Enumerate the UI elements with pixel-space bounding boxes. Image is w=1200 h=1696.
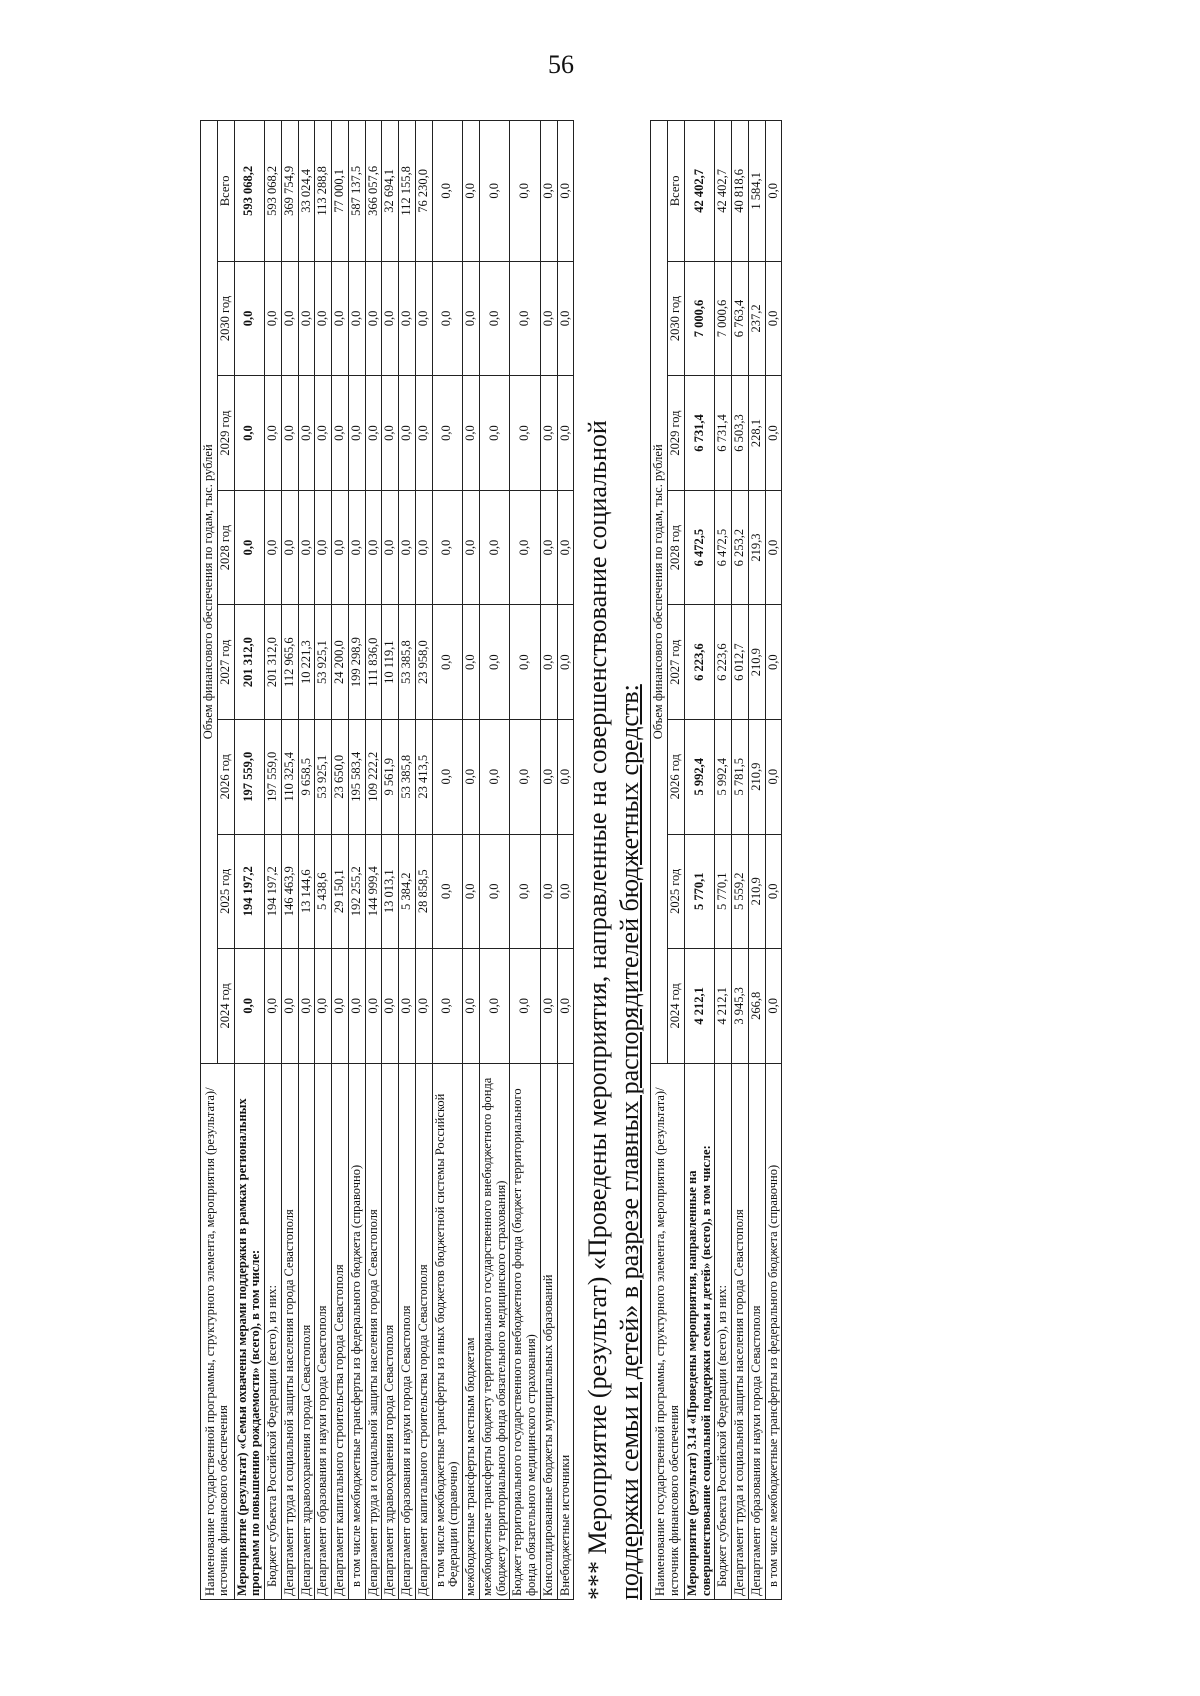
table-cell: 5 438,6: [315, 834, 332, 949]
table-cell: 0,0: [463, 490, 480, 605]
row-label: Бюджет территориального государственного внебюджетного фонда (бюджет территориального фонда обязательного медицинского страхования): [510, 1063, 541, 1599]
table-cell: 237,2: [748, 261, 765, 376]
table-cell: 6 223,6: [715, 605, 732, 720]
table-cell: 0,0: [332, 376, 349, 491]
table-cell: 0,0: [382, 261, 399, 376]
table-cell: 13 013,1: [382, 834, 399, 949]
column-header: 2027 год: [668, 605, 685, 720]
table-cell: 0,0: [265, 376, 282, 491]
table-cell: 0,0: [510, 949, 541, 1064]
row-label: Департамент образования и науки города Севастополя: [399, 1063, 416, 1599]
table-cell: 0,0: [315, 376, 332, 491]
table-cell: 53 385,8: [399, 605, 416, 720]
table-cell: 0,0: [332, 490, 349, 605]
row-label: Департамент здравоохранения города Севастополя: [382, 1063, 399, 1599]
row-label: Департамент труда и социальной защиты населения города Севастополя: [732, 1063, 749, 1599]
table-cell: 0,0: [463, 121, 480, 262]
table-cell: 0,0: [234, 376, 265, 491]
table-row: [748, 121, 765, 1600]
table-cell: 0,0: [348, 261, 365, 376]
table-row: [415, 121, 432, 1600]
table-cell: 53 925,1: [315, 605, 332, 720]
table-row: [432, 121, 463, 1600]
table-cell: 0,0: [415, 490, 432, 605]
table-cell: 0,0: [765, 490, 782, 605]
table-row: [557, 121, 574, 1600]
table-cell: 0,0: [557, 949, 574, 1064]
table-cell: 0,0: [557, 121, 574, 262]
table-cell: 0,0: [432, 605, 463, 720]
table-cell: 0,0: [510, 376, 541, 491]
section-heading-line-2: поддержки семьи и детей» в разрезе главных распорядителей бюджетных средств:: [615, 684, 645, 1600]
table-cell: 5 992,4: [684, 719, 715, 834]
table-cell: 0,0: [432, 834, 463, 949]
row-label: Департамент труда и социальной защиты населения города Севастополя: [365, 1063, 382, 1599]
table-cell: 29 150,1: [332, 834, 349, 949]
table-cell: 210,9: [748, 605, 765, 720]
row-label: в том числе межбюджетные трансферты из иных бюджетов бюджетной системы Российской Федерации (справочно): [432, 1063, 463, 1599]
table1-header-name: Наименование государственной программы, структурного элемента, мероприятия (результата)/источник финансового обеспечения: [201, 1063, 235, 1599]
table-cell: 0,0: [557, 490, 574, 605]
table1-header-group: Объем финансового обеспечения по годам, тыс. рублей: [201, 121, 218, 1064]
table-cell: 0,0: [298, 376, 315, 491]
table-row: [463, 121, 480, 1600]
table-cell: 110 325,4: [281, 719, 298, 834]
table-row: [540, 121, 557, 1600]
table-cell: 0,0: [348, 376, 365, 491]
table-cell: 5 559,2: [732, 834, 749, 949]
table-cell: 192 255,2: [348, 834, 365, 949]
financing-table-2: [650, 120, 782, 1600]
row-label: межбюджетные трансферты бюджету территориального государственного внебюджетного фонда (бюджету территориального фонда обязательного медицинского страхования): [479, 1063, 510, 1599]
table-cell: 10 221,3: [298, 605, 315, 720]
table-cell: 6 503,3: [732, 376, 749, 491]
table-cell: 0,0: [415, 949, 432, 1064]
table-cell: 366 057,6: [365, 121, 382, 262]
table-cell: 0,0: [557, 376, 574, 491]
table-cell: 0,0: [265, 261, 282, 376]
table-cell: 0,0: [510, 719, 541, 834]
table-cell: 228,1: [748, 376, 765, 491]
table-cell: 0,0: [540, 376, 557, 491]
table-row: [365, 121, 382, 1600]
table-cell: 199 298,9: [348, 605, 365, 720]
table-cell: 1 584,1: [748, 121, 765, 262]
row-label: Бюджет субъекта Российской Федерации (всего), из них:: [265, 1063, 282, 1599]
table-cell: 0,0: [332, 261, 349, 376]
table-cell: 0,0: [382, 949, 399, 1064]
table-cell: 32 694,1: [382, 121, 399, 262]
row-label: Мероприятие (результат) «Семьи охвачены мерами поддержки в рамках региональных программ по повышению рождаемости» (всего), в том числе:: [234, 1063, 265, 1599]
column-header: 2027 год: [217, 605, 234, 720]
table-cell: 7 000,6: [684, 261, 715, 376]
table-cell: 23 413,5: [415, 719, 432, 834]
table-cell: 0,0: [281, 949, 298, 1064]
row-label: Департамент образования и науки города Севастополя: [315, 1063, 332, 1599]
table-cell: 6 472,5: [715, 490, 732, 605]
table-cell: 112 965,6: [281, 605, 298, 720]
table-cell: 6 731,4: [684, 376, 715, 491]
table-row: [298, 121, 315, 1600]
table-cell: 6 223,6: [684, 605, 715, 720]
table-cell: 0,0: [479, 490, 510, 605]
table-cell: 0,0: [399, 261, 416, 376]
table-cell: 0,0: [765, 949, 782, 1064]
table-cell: 0,0: [479, 834, 510, 949]
table-cell: 109 222,2: [365, 719, 382, 834]
table-cell: 0,0: [432, 490, 463, 605]
table2-header-name: Наименование государственной программы, структурного элемента, мероприятия (результата)/источник финансового обеспечения: [651, 1063, 685, 1599]
table-cell: 4 212,1: [715, 949, 732, 1064]
table-cell: 0,0: [415, 261, 432, 376]
row-label: Департамент капитального строительства города Севастополя: [415, 1063, 432, 1599]
table-cell: 0,0: [382, 490, 399, 605]
table-cell: 0,0: [463, 719, 480, 834]
table-cell: 0,0: [479, 261, 510, 376]
column-header: 2030 год: [217, 261, 234, 376]
table-row: [348, 121, 365, 1600]
column-header: 2026 год: [217, 719, 234, 834]
table-cell: 42 402,7: [715, 121, 732, 262]
table-cell: 0,0: [234, 490, 265, 605]
table-cell: 5 992,4: [715, 719, 732, 834]
table-cell: 0,0: [510, 834, 541, 949]
column-header: 2026 год: [668, 719, 685, 834]
column-header: 2029 год: [668, 376, 685, 491]
table-cell: 6 253,2: [732, 490, 749, 605]
table-cell: 0,0: [540, 949, 557, 1064]
table-row: [479, 121, 510, 1600]
table-row: [234, 121, 265, 1600]
table-cell: 0,0: [348, 490, 365, 605]
table-row: [510, 121, 541, 1600]
row-label: Департамент труда и социальной защиты населения города Севастополя: [281, 1063, 298, 1599]
table-cell: 0,0: [432, 121, 463, 262]
table-row: [715, 121, 732, 1600]
table-cell: 197 559,0: [234, 719, 265, 834]
table-row: [765, 121, 782, 1600]
row-label: Бюджет субъекта Российской Федерации (всего), из них:: [715, 1063, 732, 1599]
table-row: [332, 121, 349, 1600]
table-row: [684, 121, 715, 1600]
table-cell: 10 119,1: [382, 605, 399, 720]
table-row: [399, 121, 416, 1600]
table-cell: 6 472,5: [684, 490, 715, 605]
table-cell: 210,9: [748, 719, 765, 834]
table-cell: 0,0: [510, 261, 541, 376]
table-cell: 113 288,8: [315, 121, 332, 262]
table-cell: 0,0: [315, 949, 332, 1064]
row-label: Консолидированные бюджеты муниципальных образований: [540, 1063, 557, 1599]
table-cell: 53 385,8: [399, 719, 416, 834]
table-cell: 266,8: [748, 949, 765, 1064]
table-cell: 0,0: [510, 121, 541, 262]
table-cell: 0,0: [479, 376, 510, 491]
table-cell: 40 818,6: [732, 121, 749, 262]
table-cell: 0,0: [463, 834, 480, 949]
table-cell: 7 000,6: [715, 261, 732, 376]
table-cell: 23 650,0: [332, 719, 349, 834]
table-cell: 0,0: [463, 376, 480, 491]
table-cell: 0,0: [432, 261, 463, 376]
table-cell: 0,0: [234, 949, 265, 1064]
column-header: Всего: [217, 121, 234, 262]
table-cell: 0,0: [540, 605, 557, 720]
table-cell: 0,0: [365, 376, 382, 491]
table-cell: 0,0: [765, 121, 782, 262]
table-cell: 42 402,7: [684, 121, 715, 262]
table-cell: 9 658,5: [298, 719, 315, 834]
table-cell: 587 137,5: [348, 121, 365, 262]
table-cell: 5 770,1: [684, 834, 715, 949]
column-header: 2028 год: [217, 490, 234, 605]
table-cell: 5 384,2: [399, 834, 416, 949]
row-label: Департамент образования и науки города Севастополя: [748, 1063, 765, 1599]
column-header: 2025 год: [217, 834, 234, 949]
table-cell: 0,0: [432, 949, 463, 1064]
table-cell: 146 463,9: [281, 834, 298, 949]
table-cell: 5 770,1: [715, 834, 732, 949]
table-cell: 0,0: [298, 949, 315, 1064]
table-cell: 0,0: [463, 261, 480, 376]
table-cell: 0,0: [557, 261, 574, 376]
table-cell: 201 312,0: [234, 605, 265, 720]
table-cell: 0,0: [415, 376, 432, 491]
column-header: 2024 год: [217, 949, 234, 1064]
table-cell: 194 197,2: [234, 834, 265, 949]
table-cell: 9 561,9: [382, 719, 399, 834]
table-cell: 144 999,4: [365, 834, 382, 949]
table-cell: 0,0: [382, 376, 399, 491]
row-label: Внебюджетные источники: [557, 1063, 574, 1599]
section-heading-line-1: *** Мероприятие (результат) «Проведены мероприятия, направленные на совершенствование социальной: [583, 420, 613, 1600]
column-header: 2028 год: [668, 490, 685, 605]
table-cell: 0,0: [479, 719, 510, 834]
table-cell: 593 068,2: [234, 121, 265, 262]
row-label: Департамент капитального строительства города Севастополя: [332, 1063, 349, 1599]
table-cell: 197 559,0: [265, 719, 282, 834]
column-header: 2024 год: [668, 949, 685, 1064]
table-cell: 0,0: [557, 605, 574, 720]
table-cell: 6 731,4: [715, 376, 732, 491]
row-label: в том числе межбюджетные трансферты из федерального бюджета (справочно): [348, 1063, 365, 1599]
table-cell: 0,0: [479, 121, 510, 262]
table-cell: 0,0: [540, 834, 557, 949]
table-cell: 0,0: [463, 605, 480, 720]
table-cell: 0,0: [348, 949, 365, 1064]
table-cell: 0,0: [332, 949, 349, 1064]
table-cell: 0,0: [479, 949, 510, 1064]
table-cell: 23 958,0: [415, 605, 432, 720]
table-cell: 0,0: [765, 605, 782, 720]
table-cell: 0,0: [540, 719, 557, 834]
table-cell: 0,0: [765, 834, 782, 949]
table-cell: 195 583,4: [348, 719, 365, 834]
table-cell: 0,0: [765, 261, 782, 376]
column-header: Всего: [668, 121, 685, 262]
table-cell: 6 012,7: [732, 605, 749, 720]
table-row: [265, 121, 282, 1600]
table-cell: 13 144,6: [298, 834, 315, 949]
row-label: в том числе межбюджетные трансферты из федерального бюджета (справочно): [765, 1063, 782, 1599]
table-cell: 0,0: [265, 949, 282, 1064]
table2-header-group: Объем финансового обеспечения по годам, тыс. рублей: [651, 121, 668, 1064]
row-label: межбюджетные трансферты местным бюджетам: [463, 1063, 480, 1599]
table-cell: 4 212,1: [684, 949, 715, 1064]
table-cell: 0,0: [298, 261, 315, 376]
page-number: 56: [548, 50, 574, 79]
table-cell: 0,0: [399, 949, 416, 1064]
table-cell: 593 068,2: [265, 121, 282, 262]
column-header: 2030 год: [668, 261, 685, 376]
row-label: Департамент здравоохранения города Севастополя: [298, 1063, 315, 1599]
table-row: [732, 121, 749, 1600]
table-cell: 76 230,0: [415, 121, 432, 262]
section-heading: [582, 120, 646, 1600]
table-cell: 0,0: [479, 605, 510, 720]
table-cell: 0,0: [540, 490, 557, 605]
table-cell: 0,0: [399, 490, 416, 605]
table-cell: 369 754,9: [281, 121, 298, 262]
table-cell: 0,0: [540, 261, 557, 376]
table-cell: 0,0: [765, 719, 782, 834]
table-cell: 5 781,5: [732, 719, 749, 834]
table-cell: 0,0: [557, 834, 574, 949]
table-cell: 0,0: [315, 261, 332, 376]
table-cell: 0,0: [510, 490, 541, 605]
table-cell: 210,9: [748, 834, 765, 949]
table-cell: 0,0: [315, 490, 332, 605]
table-row: [315, 121, 332, 1600]
table-cell: 77 000,1: [332, 121, 349, 262]
table-cell: 0,0: [265, 490, 282, 605]
table-cell: 0,0: [540, 121, 557, 262]
table-cell: 0,0: [365, 490, 382, 605]
rotated-page-content: [200, 120, 1180, 1600]
table-cell: 0,0: [510, 605, 541, 720]
table-cell: 3 945,3: [732, 949, 749, 1064]
financing-table-1: [200, 120, 574, 1600]
table-cell: 111 836,0: [365, 605, 382, 720]
table-cell: 0,0: [298, 490, 315, 605]
table-cell: 0,0: [365, 261, 382, 376]
row-label: Мероприятие (результат) 3.14 «Проведены мероприятия, направленные на совершенствование социальной поддержки семьи и детей» (всего), в том числе:: [684, 1063, 715, 1599]
table-cell: 0,0: [399, 376, 416, 491]
table-cell: 0,0: [463, 949, 480, 1064]
table-cell: 0,0: [281, 261, 298, 376]
table-cell: 0,0: [765, 376, 782, 491]
table-cell: 0,0: [281, 490, 298, 605]
table-cell: 33 024,4: [298, 121, 315, 262]
table-cell: 53 925,1: [315, 719, 332, 834]
table-row: [281, 121, 298, 1600]
table-cell: 0,0: [234, 261, 265, 376]
table-cell: 112 155,8: [399, 121, 416, 262]
table-cell: 194 197,2: [265, 834, 282, 949]
table-cell: 0,0: [365, 949, 382, 1064]
column-header: 2029 год: [217, 376, 234, 491]
table-cell: 0,0: [432, 376, 463, 491]
table-cell: 0,0: [281, 376, 298, 491]
table-cell: 6 763,4: [732, 261, 749, 376]
table-cell: 201 312,0: [265, 605, 282, 720]
table-cell: 28 858,5: [415, 834, 432, 949]
table-cell: 0,0: [432, 719, 463, 834]
column-header: 2025 год: [668, 834, 685, 949]
table-cell: 24 200,0: [332, 605, 349, 720]
table-row: [382, 121, 399, 1600]
table-cell: 0,0: [557, 719, 574, 834]
table-cell: 219,3: [748, 490, 765, 605]
